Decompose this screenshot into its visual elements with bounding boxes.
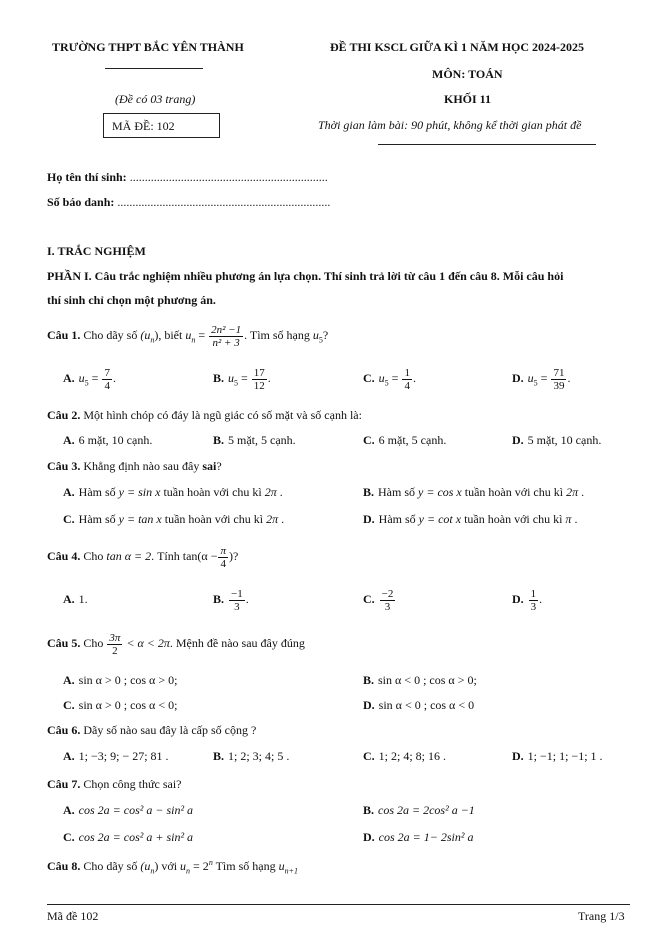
q3-option-a-period: 2π xyxy=(264,485,277,499)
q3-text-end: ? xyxy=(216,459,222,473)
q3-option-a-key: A. xyxy=(63,485,75,499)
q1-option-b-key: B. xyxy=(213,371,225,385)
q1-option-d-frac xyxy=(551,367,566,392)
q1-text: Cho dãy số xyxy=(83,328,141,342)
q4-option-b[interactable] xyxy=(213,585,249,613)
q4-option-c-num: −2 xyxy=(381,587,394,600)
q1-option-a-num: 7 xyxy=(104,366,110,379)
q3-option-c-period: 2π xyxy=(266,512,279,526)
q3-option-d-pre: Hàm số xyxy=(378,512,419,526)
q2-option-a[interactable] xyxy=(63,433,152,448)
q4-option-d-key: D. xyxy=(512,592,524,606)
q4-option-d-end: . xyxy=(539,592,543,606)
q5-text-a: Cho xyxy=(83,636,107,650)
q1-option-d[interactable] xyxy=(512,365,570,396)
q6-option-a-text: 1; −3; 9; − 27; 81 . xyxy=(78,749,169,763)
q1-option-b-frac xyxy=(252,367,267,392)
question-3 xyxy=(47,459,222,474)
q8-math-sub: n xyxy=(186,866,191,876)
student-name-row xyxy=(47,170,328,185)
q3-option-c-pre: Hàm số xyxy=(78,512,119,526)
student-name-field[interactable]: .................................................................. xyxy=(129,170,328,184)
q3-option-c-math: y = tan x xyxy=(118,512,162,526)
student-id-label: Số báo danh: xyxy=(47,195,118,209)
q5-option-b-key: B. xyxy=(363,673,375,687)
q2-option-c-text: 6 mặt, 5 cạnh. xyxy=(378,433,447,447)
q4-text-a: Cho xyxy=(83,549,107,563)
q1-option-a-key: A. xyxy=(63,371,75,385)
q8-seq: (u xyxy=(140,859,151,873)
q1-option-d-key: D. xyxy=(512,371,524,385)
q2-option-d[interactable] xyxy=(512,433,601,448)
q3-option-d-period: π xyxy=(565,512,572,526)
q1-seq-sub: n xyxy=(150,335,155,345)
q1-option-a-rel: = xyxy=(88,371,102,385)
q5-option-b-text: sin α < 0 ; cos α > 0; xyxy=(378,673,477,687)
q5-option-a-key: A. xyxy=(63,673,75,687)
q6-option-b[interactable] xyxy=(213,749,289,764)
q3-option-a-end: . xyxy=(276,485,283,499)
student-id-row xyxy=(47,195,330,210)
q5-option-b[interactable] xyxy=(363,673,477,688)
q4-option-b-num: −1 xyxy=(231,587,243,600)
q4-option-c[interactable] xyxy=(363,585,396,613)
q6-option-a[interactable] xyxy=(63,749,169,764)
q3-option-a-post: tuần hoàn với chu kì xyxy=(160,485,265,499)
q1-text-b: , biết xyxy=(158,328,186,342)
q5-frac xyxy=(107,632,122,657)
q1-option-c-frac xyxy=(402,367,412,392)
q3-option-a-math: y = sin x xyxy=(118,485,161,499)
q5-text-b: . Mệnh đề nào sau đây đúng xyxy=(169,636,305,650)
q1-option-d-end: . xyxy=(567,371,571,385)
q1-option-d-lhs: u xyxy=(527,371,534,385)
q4-option-d-num: 1 xyxy=(530,587,537,600)
question-7-label: Câu 7. xyxy=(47,777,81,791)
q7-option-d-text: cos 2a = 1− 2sin² a xyxy=(378,830,474,844)
q4-math-b: tan(α − xyxy=(182,549,218,563)
q1-option-c-sub: 5 xyxy=(384,378,389,388)
time-note: Thời gian làm bài: 90 phút, không kể thời gian phát đề xyxy=(318,118,582,132)
part-instruction-2: thí sinh chỉ chọn một phương án. xyxy=(47,293,216,307)
q4-math-end: )? xyxy=(229,549,239,563)
q5-option-d-text: sin α < 0 ; cos α < 0 xyxy=(378,698,475,712)
q4-option-b-key: B. xyxy=(213,592,225,606)
q1-option-b-num: 17 xyxy=(253,366,265,379)
q4-option-d-den: 3 xyxy=(530,600,537,613)
exam-code-box xyxy=(103,113,220,138)
q2-option-b-key: B. xyxy=(213,433,225,447)
question-4 xyxy=(47,541,238,571)
q4-option-d[interactable] xyxy=(512,585,542,613)
grade: KHỐI 11 xyxy=(444,92,492,106)
q1-formula-fraction xyxy=(209,324,243,349)
question-6-label: Câu 6. xyxy=(47,723,81,737)
q4-option-a[interactable] xyxy=(63,592,88,607)
q6-option-c-key: C. xyxy=(363,749,375,763)
q4-text-b: . Tính xyxy=(151,549,183,563)
q1-seq: (u xyxy=(140,328,151,342)
q5-option-a-text: sin α > 0 ; cos α > 0; xyxy=(78,673,178,687)
q7-option-c[interactable] xyxy=(63,830,193,845)
q3-option-d-math: y = cot x xyxy=(418,512,462,526)
q3-option-d[interactable] xyxy=(363,512,577,527)
q5-option-a[interactable] xyxy=(63,673,177,688)
q8-math-rhs: = 2 xyxy=(190,859,209,873)
q2-option-a-text: 6 mặt, 10 cạnh. xyxy=(78,433,153,447)
header-underline-right xyxy=(378,144,596,145)
question-2-label: Câu 2. xyxy=(47,408,81,422)
q4-option-a-key: A. xyxy=(63,592,75,606)
q1-option-b-end: . xyxy=(267,371,271,385)
q2-option-b-text: 5 mặt, 5 cạnh. xyxy=(228,433,296,447)
q4-option-a-text: 1. xyxy=(78,592,88,606)
q1-u5-sub: 5 xyxy=(318,335,323,345)
q1-seq-end: ) xyxy=(154,328,159,342)
question-8 xyxy=(47,858,298,875)
q1-option-d-den: 39 xyxy=(553,379,565,392)
q8-math: u xyxy=(180,859,187,873)
q6-option-a-key: A. xyxy=(63,749,75,763)
q1-option-b[interactable] xyxy=(213,365,271,396)
q3-text: Khẳng định nào sau đây xyxy=(83,459,203,473)
q5-option-c-key: C. xyxy=(63,698,75,712)
q1-eq: = xyxy=(195,328,209,342)
q3-text-bold: sai xyxy=(202,459,217,473)
q3-option-b-key: B. xyxy=(363,485,375,499)
question-5-label: Câu 5. xyxy=(47,636,81,650)
q1-option-c-key: C. xyxy=(363,371,375,385)
exam-title: ĐỀ THI KSCL GIỮA KÌ 1 NĂM HỌC 2024-2025 xyxy=(330,40,585,54)
q8-text-b: với xyxy=(158,859,181,873)
q2-option-c[interactable] xyxy=(363,433,446,448)
question-8-label: Câu 8. xyxy=(47,859,81,873)
q2-option-d-text: 5 mặt, 10 cạnh. xyxy=(527,433,602,447)
question-1-label: Câu 1. xyxy=(47,328,81,342)
q1-frac-num: 2n² −1 xyxy=(211,323,242,336)
question-4-label: Câu 4. xyxy=(47,549,81,563)
q1-option-b-den: 12 xyxy=(253,379,265,392)
part-instruction-1: PHẦN I. Câu trắc nghiệm nhiều phương án lựa chọn. Thí sinh trả lời từ câu 1 đến câu 8. Mỗi câu hỏi xyxy=(47,269,564,283)
q8-target: u xyxy=(278,859,285,873)
q3-option-c-end: . xyxy=(278,512,285,526)
q1-option-a-lhs: u xyxy=(78,371,85,385)
q3-option-d-post: tuần hoàn với chu kì xyxy=(461,512,566,526)
q1-option-b-rel: = xyxy=(238,371,251,385)
q1-un-sub: n xyxy=(191,335,196,345)
q7-option-a-key: A. xyxy=(63,803,75,817)
q6-option-b-text: 1; 2; 3; 4; 5 . xyxy=(228,749,290,763)
q5-option-d-key: D. xyxy=(363,698,375,712)
question-7 xyxy=(47,777,182,792)
q3-option-c[interactable] xyxy=(63,512,284,527)
q1-option-d-rel: = xyxy=(537,371,551,385)
q1-option-a-sub: 5 xyxy=(84,378,89,388)
q1-option-c[interactable] xyxy=(363,365,416,396)
q6-option-b-key: B. xyxy=(213,749,225,763)
q4-option-d-frac xyxy=(529,588,539,613)
q3-option-c-key: C. xyxy=(63,512,75,526)
q2-option-c-key: C. xyxy=(363,433,375,447)
q3-option-d-key: D. xyxy=(363,512,375,526)
q4-option-c-den: 3 xyxy=(384,600,391,613)
q5-math: < α < 2π xyxy=(123,636,170,650)
q1-option-a-frac xyxy=(102,367,112,392)
q8-seq-end: ) xyxy=(154,859,159,873)
q4-option-b-den: 3 xyxy=(234,600,240,613)
q6-option-d-text: 1; −1; 1; −1; 1 . xyxy=(527,749,603,763)
q7-option-c-key: C. xyxy=(63,830,75,844)
q6-option-d-key: D. xyxy=(512,749,524,763)
q3-option-b-end: . xyxy=(578,485,585,499)
q7-option-b[interactable] xyxy=(363,803,475,818)
q1-text-d: ? xyxy=(322,328,329,342)
q3-option-c-post: tuần hoàn với chu kì xyxy=(161,512,267,526)
q1-text-c: . Tìm số hạng xyxy=(244,328,313,342)
q8-text-c: Tìm số hạng xyxy=(212,859,279,873)
q3-option-b[interactable] xyxy=(363,485,584,500)
q1-u5: u xyxy=(312,328,319,342)
q1-option-b-lhs: u xyxy=(228,371,235,385)
q8-text-a: Cho dãy số xyxy=(83,859,141,873)
q8-target-sub: n+1 xyxy=(284,866,298,876)
q1-option-b-sub: 5 xyxy=(234,378,239,388)
footer-divider xyxy=(47,904,630,905)
q6-option-d[interactable] xyxy=(512,749,603,764)
subject: MÔN: TOÁN xyxy=(432,67,503,81)
q1-option-a[interactable] xyxy=(63,365,116,396)
q1-frac-den: n² + 3 xyxy=(212,336,240,349)
q1-option-a-den: 4 xyxy=(104,379,110,392)
exam-code: MÃ ĐỀ: 102 xyxy=(112,119,175,133)
q1-option-a-end: . xyxy=(112,371,116,385)
q3-option-b-pre: Hàm số xyxy=(378,485,419,499)
q2-text: Một hình chóp có đáy là ngũ giác có số mặt và số cạnh là: xyxy=(83,408,362,422)
q4-frac-den: 4 xyxy=(220,557,226,570)
question-5 xyxy=(47,628,305,658)
q4-frac-num: π xyxy=(220,544,226,557)
question-6 xyxy=(47,723,256,738)
q1-option-c-den: 4 xyxy=(404,379,410,392)
q8-seq-sub: n xyxy=(150,866,155,876)
q1-option-c-num: 1 xyxy=(404,366,410,379)
q5-option-c-text: sin α > 0 ; cos α < 0; xyxy=(78,698,178,712)
q3-option-b-math: y = cos x xyxy=(418,485,462,499)
q7-option-a[interactable] xyxy=(63,803,193,818)
q4-option-c-frac xyxy=(380,588,396,613)
q2-option-b[interactable] xyxy=(213,433,296,448)
q2-option-d-key: D. xyxy=(512,433,524,447)
q3-option-b-period: 2π xyxy=(566,485,579,499)
section-title: I. TRẮC NGHIỆM xyxy=(47,244,146,258)
q7-option-a-text: cos 2a = cos² a − sin² a xyxy=(78,803,194,817)
school-name: TRƯỜNG THPT BẮC YÊN THÀNH xyxy=(52,40,244,54)
q3-option-a[interactable] xyxy=(63,485,283,500)
q7-option-d-key: D. xyxy=(363,830,375,844)
q7-option-b-text: cos 2a = 2cos² a −1 xyxy=(378,803,475,817)
q2-option-a-key: A. xyxy=(63,433,75,447)
q5-frac-num: 3π xyxy=(109,631,121,644)
q4-option-b-end: . xyxy=(245,592,249,606)
q7-option-d[interactable] xyxy=(363,830,473,845)
footer-exam-code: Mã đề 102 xyxy=(47,909,99,923)
q6-option-c[interactable] xyxy=(363,749,446,764)
q7-option-c-text: cos 2a = cos² a + sin² a xyxy=(78,830,194,844)
q1-option-c-lhs: u xyxy=(378,371,385,385)
question-1 xyxy=(47,320,328,355)
q4-option-b-frac xyxy=(229,588,245,613)
q6-text: Dãy số nào sau đây là cấp số cộng ? xyxy=(83,723,257,737)
q5-frac-den: 2 xyxy=(112,644,118,657)
q1-option-c-rel: = xyxy=(388,371,402,385)
pages-note: (Đề có 03 trang) xyxy=(115,92,196,106)
q5-option-c[interactable] xyxy=(63,698,177,713)
q5-option-d[interactable] xyxy=(363,698,474,713)
q1-un: u xyxy=(185,328,192,342)
q4-math-a: tan α = 2 xyxy=(106,549,152,563)
q1-option-c-end: . xyxy=(412,371,416,385)
q3-option-b-post: tuần hoàn với chu kì xyxy=(461,485,567,499)
q4-option-c-key: C. xyxy=(363,592,375,606)
q3-option-d-end: . xyxy=(571,512,578,526)
q6-option-c-text: 1; 2; 4; 8; 16 . xyxy=(378,749,447,763)
footer-page-number: Trang 1/3 xyxy=(578,909,625,923)
q4-frac xyxy=(218,545,228,570)
q1-option-d-sub: 5 xyxy=(533,378,538,388)
q7-text: Chọn công thức sai? xyxy=(83,777,182,791)
q1-option-d-num: 71 xyxy=(553,366,565,379)
header-underline-left xyxy=(105,68,203,69)
q8-math-sup: n xyxy=(208,858,213,867)
q7-option-b-key: B. xyxy=(363,803,375,817)
student-name-label: Họ tên thí sinh: xyxy=(47,170,130,184)
question-2 xyxy=(47,408,362,423)
q3-option-a-pre: Hàm số xyxy=(78,485,119,499)
question-3-label: Câu 3. xyxy=(47,459,81,473)
student-id-field[interactable]: ....................................................................... xyxy=(117,195,331,209)
